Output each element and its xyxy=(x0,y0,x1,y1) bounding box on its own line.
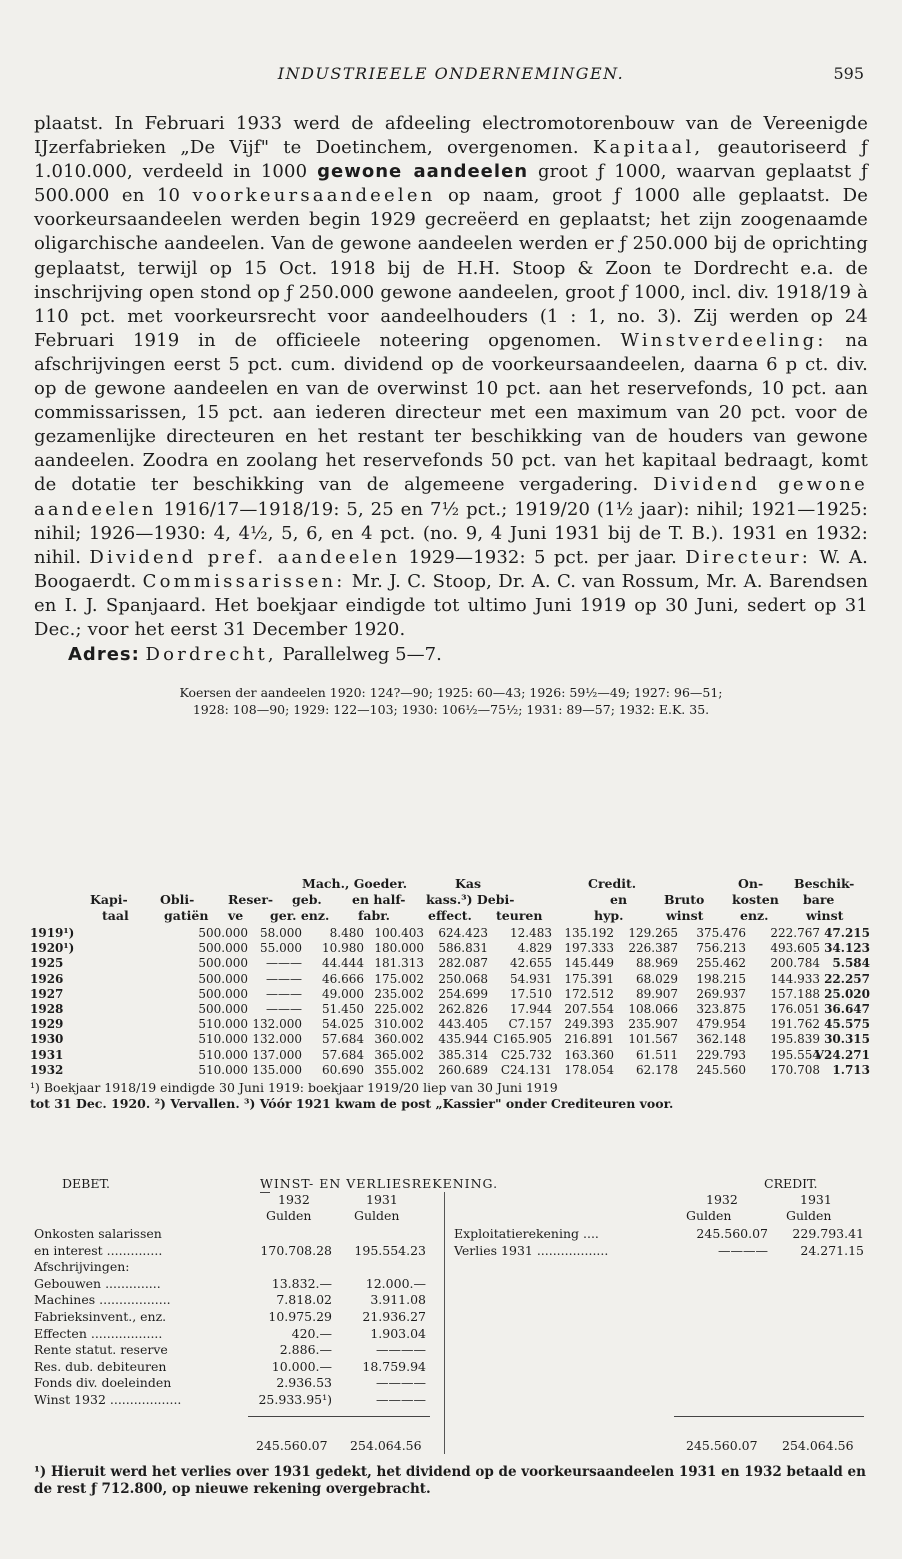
value-cell: 229.793 xyxy=(696,1047,746,1062)
row-label: Verlies 1931 .................. xyxy=(454,1242,609,1258)
pl-footnote: ¹) Hieruit werd het verlies over 1931 gedekt, het dividend op de voorkeursaandeelen 1931 en 1932 betaald en de rest ƒ 712.800, op nieuwe rekening overgebracht. xyxy=(34,1464,866,1497)
value-cell: 57.684 xyxy=(322,1032,364,1047)
value-cell: 60.690 xyxy=(322,1062,364,1077)
value-cell: 260.689 xyxy=(438,1062,488,1077)
value-cell: C25.732 xyxy=(500,1047,552,1062)
adres-label: Adres: xyxy=(68,644,140,666)
value-cell: 25.020 xyxy=(824,986,870,1001)
balance-table-header xyxy=(30,876,870,926)
value-cell: 479.954 xyxy=(696,1017,746,1032)
value-1931: 18.759.94 xyxy=(362,1358,426,1374)
value-cell: 310.002 xyxy=(374,1017,424,1032)
value-cell: 57.684 xyxy=(322,1047,364,1062)
year-cell: 1927 xyxy=(30,986,64,1001)
column-header: fabr. xyxy=(358,908,391,923)
running-title: INDUSTRIEELE ONDERNEMINGEN. xyxy=(277,64,625,83)
column-header: Kas xyxy=(455,876,482,891)
balance-footnote-a: ¹) Boekjaar 1918/19 eindigde 30 Juni 1919: boekjaar 1919/20 liep van 30 Juni 1919 xyxy=(30,1079,558,1095)
text-run: plaatst. In Februari 1933 werd de afdeeling electromotorenbouw van de Vereenigde IJzerfabrieken „De Vijf" te Doetinchem, overgenomen. xyxy=(34,113,868,159)
table-row xyxy=(30,941,870,956)
value-1932: 25.933.95¹) xyxy=(258,1392,332,1407)
value-cell: 195.554 xyxy=(770,1047,820,1062)
value-cell: 500.000 xyxy=(198,971,248,986)
value-cell: 88.969 xyxy=(636,956,678,971)
value-cell: 493.605 xyxy=(770,941,820,956)
column-header: en xyxy=(610,892,628,907)
value-cell: 207.554 xyxy=(564,1001,614,1016)
left-gulden-1: Gulden xyxy=(266,1208,312,1223)
voorkeur-label: voorkeursaandeelen xyxy=(192,185,436,207)
value-cell: 178.054 xyxy=(564,1062,614,1077)
year-cell: 1928 xyxy=(30,1001,64,1016)
value-cell: 200.784 xyxy=(770,956,820,971)
column-header: geb. xyxy=(292,892,322,907)
value-1931: 229.793.41 xyxy=(792,1226,864,1241)
value-cell: 282.087 xyxy=(438,956,488,971)
year-cell: 1925 xyxy=(30,956,64,971)
value-cell: 4.829 xyxy=(517,941,552,956)
column-header: kosten xyxy=(732,892,779,907)
value-1931: ———— xyxy=(376,1392,426,1407)
value-cell: 42.655 xyxy=(510,956,552,971)
column-header: bare xyxy=(803,892,835,907)
gewone-label: gewone aandeelen xyxy=(317,161,529,183)
value-cell: 500.000 xyxy=(198,1001,248,1016)
right-gulden-2: Gulden xyxy=(786,1208,832,1223)
column-header: Mach., Goeder. xyxy=(302,876,408,891)
value-cell: 54.931 xyxy=(510,971,552,986)
value-cell: 375.476 xyxy=(696,926,746,940)
value-cell: 172.512 xyxy=(564,986,614,1001)
year-cell: 1920¹) xyxy=(30,941,75,956)
year-cell: 1932 xyxy=(30,1062,64,1077)
value-cell: 51.450 xyxy=(322,1001,364,1016)
value-cell: 235.002 xyxy=(374,986,424,1001)
left-total-rule xyxy=(248,1416,430,1417)
value-cell: 55.000 xyxy=(260,941,302,956)
value-cell: 170.708 xyxy=(770,1062,820,1077)
right-gulden-1: Gulden xyxy=(686,1208,732,1223)
value-cell: 49.000 xyxy=(322,986,364,1001)
value-1931: ———— xyxy=(376,1342,426,1358)
table-row xyxy=(30,1048,870,1063)
value-cell: 12.483 xyxy=(510,926,552,940)
table-row xyxy=(30,956,870,971)
row-label: Machines .................. xyxy=(34,1292,171,1308)
value-1931: 21.936.27 xyxy=(362,1309,426,1324)
year-cell: 1926 xyxy=(30,971,64,986)
value-cell: 176.051 xyxy=(770,1001,820,1016)
value-cell: 62.178 xyxy=(636,1062,678,1077)
value-cell: 756.213 xyxy=(696,941,746,956)
value-cell: 443.405 xyxy=(438,1017,488,1032)
value-cell: 89.907 xyxy=(636,986,678,1001)
value-cell: 222.767 xyxy=(770,926,820,940)
row-label: Res. dub. debiteuren xyxy=(34,1358,167,1374)
adres-street: Parallelweg 5—7. xyxy=(282,644,442,666)
value-cell: 163.360 xyxy=(564,1047,614,1062)
value-1932: ———— xyxy=(718,1242,768,1258)
value-cell: 181.313 xyxy=(374,956,424,971)
table-row xyxy=(30,987,870,1002)
year-cell: 1930 xyxy=(30,1032,64,1047)
value-cell: 198.215 xyxy=(696,971,746,986)
address-line xyxy=(34,644,868,666)
row-label: Winst 1932 .................. xyxy=(34,1392,182,1407)
value-cell: C24.131 xyxy=(500,1062,552,1077)
column-header: ger. enz. xyxy=(270,908,330,923)
column-header: kass.³) Debi- xyxy=(426,892,515,907)
value-cell: 510.000 xyxy=(198,1032,248,1047)
value-1932: 170.708.28 xyxy=(260,1242,332,1258)
right-total-1932: 245.560.07 xyxy=(686,1438,758,1453)
column-header: enz. xyxy=(740,908,769,923)
row-label: Rente statut. reserve xyxy=(34,1342,168,1358)
value-1931: 12.000.— xyxy=(365,1275,426,1291)
table-row xyxy=(30,972,870,987)
column-header: gatiën xyxy=(164,908,209,923)
row-label: Exploitatierekening .... xyxy=(454,1226,599,1241)
value-cell: 500.000 xyxy=(198,941,248,956)
value-cell: ——— xyxy=(266,1001,302,1016)
value-cell: 157.188 xyxy=(770,986,820,1001)
value-cell: 137.000 xyxy=(252,1047,302,1062)
winstverdeeling-label: Winstverdeeling: xyxy=(620,329,827,351)
text-run: groot ƒ 1000, waarvan geplaatst ƒ 500.000 en 10 xyxy=(34,161,868,207)
text-run: op naam, groot ƒ 1000 alle geplaatst. De voorkeursaandeelen werden begin 1929 gecreëerd en geplaatst; het zijn zoogenaamde oligarchische aandeelen. Van de gewone aandeelen werden er ƒ 250.000 bij de oprichting geplaatst, terwijl op 15 Oct. 1918 bij de H.H. Stoop & Zoon te Dordrecht e.a. de inschrijving open stond op ƒ 250.000 gewone aandeelen, groot ƒ 1000, incl. div. 1918/19 à 110 pct. met voorkeursrecht voor aandeelhouders (1 : 1, no. 3). Zij werden op 24 Februari 1919 in de officieele noteering opgenomen. xyxy=(34,185,868,351)
value-cell: 132.000 xyxy=(252,1032,302,1047)
right-total-rule xyxy=(674,1416,864,1417)
column-header: hyp. xyxy=(594,908,624,923)
column-header: Beschik- xyxy=(794,876,855,891)
value-cell: 100.403 xyxy=(374,926,424,940)
value-cell: 22.257 xyxy=(824,971,870,986)
koersen-block xyxy=(34,684,868,718)
value-cell: 250.068 xyxy=(438,971,488,986)
value-1931: 3.911.08 xyxy=(370,1292,426,1308)
row-label: Afschrijvingen: xyxy=(34,1259,130,1275)
value-cell: ——— xyxy=(266,956,302,971)
value-cell: 355.002 xyxy=(374,1062,424,1077)
row-label: Gebouwen .............. xyxy=(34,1275,161,1291)
value-cell: 58.000 xyxy=(260,926,302,940)
value-cell: 624.423 xyxy=(438,926,488,940)
value-cell: 17.510 xyxy=(510,986,552,1001)
value-cell: 5.584 xyxy=(832,956,870,971)
value-cell: 191.762 xyxy=(770,1017,820,1032)
value-1931: 195.554.23 xyxy=(354,1242,426,1258)
value-cell: 144.933 xyxy=(770,971,820,986)
value-cell: 226.387 xyxy=(628,941,678,956)
dividend-gewone-label: Dividend gewone aandeelen xyxy=(34,474,868,520)
year-cell: 1931 xyxy=(30,1047,64,1062)
value-cell: 132.000 xyxy=(252,1017,302,1032)
value-1932: 13.832.— xyxy=(271,1275,332,1291)
row-label: Fabrieksinvent., enz. xyxy=(34,1309,167,1324)
value-1931: 1.903.04 xyxy=(370,1325,426,1341)
value-cell: 175.391 xyxy=(564,971,614,986)
left-total-1931: 254.064.56 xyxy=(350,1438,422,1453)
profit-loss-account xyxy=(34,1176,868,1466)
value-1932: 245.560.07 xyxy=(696,1226,768,1241)
koersen-line-2: 1928: 108—90; 1929: 122—103; 1930: 106½—75½; 1931: 89—57; 1932: E.K. 35. xyxy=(192,702,710,718)
column-header: effect. xyxy=(428,908,472,923)
value-cell: 197.333 xyxy=(564,941,614,956)
value-cell: 44.444 xyxy=(322,956,364,971)
value-cell: 30.315 xyxy=(824,1032,870,1047)
value-cell: 135.192 xyxy=(564,926,614,940)
directeur-label: Directeur: xyxy=(685,546,812,568)
column-header: en half- xyxy=(352,892,406,907)
left-year-1932: 1932 xyxy=(278,1192,310,1207)
value-cell: 101.567 xyxy=(628,1032,678,1047)
column-header: Reser- xyxy=(228,892,274,907)
value-1932: 10.975.29 xyxy=(268,1309,332,1324)
kapitaal-label: Kapitaal, xyxy=(592,137,704,159)
value-cell: 129.265 xyxy=(628,926,678,940)
value-1932: 7.818.02 xyxy=(276,1292,332,1308)
value-cell: 45.575 xyxy=(824,1017,870,1032)
value-cell: 46.666 xyxy=(322,971,364,986)
text-run: 1929—1932: 5 pct. per jaar. xyxy=(400,546,686,568)
value-cell: 255.462 xyxy=(696,956,746,971)
value-cell: C7.157 xyxy=(508,1017,552,1032)
pl-title: WINST- EN VERLIESREKENING. xyxy=(260,1176,499,1191)
value-cell: 510.000 xyxy=(198,1062,248,1077)
text-run: geautoriseerd ƒ 1.010.000, verdeeld in 1000 xyxy=(34,137,868,183)
value-cell: 245.560 xyxy=(696,1062,746,1077)
value-1931: ———— xyxy=(376,1375,426,1391)
value-cell: ——— xyxy=(266,986,302,1001)
value-cell: 180.000 xyxy=(374,941,424,956)
table-row xyxy=(30,1017,870,1032)
value-cell: 135.000 xyxy=(252,1062,302,1077)
dividend-pref-label: Dividend pref. aandeelen xyxy=(89,546,401,568)
value-cell: 54.025 xyxy=(322,1017,364,1032)
table-row xyxy=(30,1032,870,1047)
text-run: W. A. Boogaerdt. xyxy=(34,546,869,592)
value-cell: 68.029 xyxy=(636,971,678,986)
column-header: On- xyxy=(738,876,764,891)
value-cell: 235.907 xyxy=(628,1017,678,1032)
value-1932: 2.886.— xyxy=(279,1342,332,1358)
value-cell: 145.449 xyxy=(564,956,614,971)
row-label: Fonds div. doeleinden xyxy=(34,1375,172,1391)
value-cell: 108.066 xyxy=(628,1001,678,1016)
row-label: en interest .............. xyxy=(34,1242,163,1258)
value-cell: 323.875 xyxy=(696,1001,746,1016)
row-label: Effecten .................. xyxy=(34,1325,163,1341)
value-1931: 24.271.15 xyxy=(800,1242,864,1258)
balance-footnote-b: tot 31 Dec. 1920. ²) Vervallen. ³) Vóór 1921 kwam de post „Kassier" onder Crediteuren voor. xyxy=(30,1095,674,1111)
text-run: Mr. J. C. Stoop, Dr. A. C. van Rossum, Mr. A. Barendsen en I. J. Spanjaard. Het boekjaar eindigde tot ultimo Juni 1919 op 30 Juni, sedert op 31 Dec.; voor het eerst 31 December 1920. xyxy=(34,570,869,640)
value-1932: 10.000.— xyxy=(271,1358,332,1374)
value-cell: 435.944 xyxy=(438,1032,488,1047)
value-cell: 510.000 xyxy=(198,1047,248,1062)
value-cell: V24.271 xyxy=(814,1047,870,1062)
value-cell: 10.980 xyxy=(322,941,364,956)
column-header: taal xyxy=(102,908,129,923)
value-cell: 500.000 xyxy=(198,926,248,940)
value-cell: 1.713 xyxy=(832,1062,870,1077)
column-header: Kapi- xyxy=(90,892,128,907)
value-1932: 420.— xyxy=(291,1325,332,1341)
column-header: teuren xyxy=(496,908,543,923)
adres-city: Dordrecht, xyxy=(145,644,277,666)
main-paragraph xyxy=(34,112,868,642)
column-header: winst xyxy=(806,908,844,923)
page-number: 595 xyxy=(833,64,864,83)
right-year-1932: 1932 xyxy=(706,1192,738,1207)
column-header: Obli- xyxy=(160,892,195,907)
value-cell: 225.002 xyxy=(374,1001,424,1016)
balance-table-body xyxy=(30,926,870,1078)
value-cell: C165.905 xyxy=(493,1032,552,1047)
text-run: na afschrijvingen eerst 5 pct. cum. dividend op de voorkeursaandeelen, daarna 6 p ct. div. op de gewone aandeelen en van de overwinst 10 pct. aan het reservefonds, 10 pct. aan commissarissen, 15 pct. aan iederen directeur met een maximum van 20 pct. voor de gezamenlijke directeuren en het restant ter beschikking van de houders van gewone aandeelen. Zoodra en zoolang het reservefonds 50 pct. van het kapitaal bedraagt, komt de dotatie ter beschikking van de algemeene vergadering. xyxy=(34,329,868,496)
running-header xyxy=(0,60,902,90)
debet-heading: DEBET. xyxy=(62,1176,110,1191)
right-total-1931: 254.064.56 xyxy=(782,1438,854,1453)
value-cell: 34.123 xyxy=(824,941,870,956)
left-gulden-2: Gulden xyxy=(354,1208,400,1223)
value-cell: 360.002 xyxy=(374,1032,424,1047)
year-cell: 1929 xyxy=(30,1017,64,1032)
column-header: ve xyxy=(228,908,244,923)
row-label: Onkosten salarissen xyxy=(34,1226,162,1241)
value-cell: 47.215 xyxy=(824,926,870,940)
koersen-line-1: Koersen der aandeelen 1920: 124?—90; 1925: 60—43; 1926: 59½—49; 1927: 96—51; xyxy=(179,685,723,701)
commissarissen-label: Commissarissen: xyxy=(142,570,346,592)
center-divider xyxy=(444,1192,445,1454)
text-run: 1916/17—1918/19: 5, 25 en 7½ pct.; 1919/20 (1½ jaar): nihil; 1921—1925: nihil; 1926—1930: 4, 4½, 5, 6, en 4 pct. (no. 9, 4 Juni 1931 bij de T. B.). 1931 en 1932: nihil. xyxy=(34,498,868,568)
value-cell: 8.480 xyxy=(329,926,364,940)
company-description xyxy=(34,112,868,718)
column-header: winst xyxy=(666,908,704,923)
value-cell: 36.647 xyxy=(824,1001,870,1016)
year-cell: 1919¹) xyxy=(30,926,75,940)
value-cell: 510.000 xyxy=(198,1017,248,1032)
right-year-1931: 1931 xyxy=(800,1192,832,1207)
balance-table xyxy=(30,876,870,1112)
column-header: Bruto xyxy=(664,892,705,907)
value-cell: 254.699 xyxy=(438,986,488,1001)
table-row xyxy=(30,926,870,941)
table-row xyxy=(30,1002,870,1017)
value-cell: 500.000 xyxy=(198,956,248,971)
balance-footnote xyxy=(30,1080,870,1112)
value-cell: 61.511 xyxy=(636,1047,678,1062)
column-header: Credit. xyxy=(588,876,637,891)
value-cell: 269.937 xyxy=(696,986,746,1001)
title-dash xyxy=(260,1192,270,1193)
value-cell: ——— xyxy=(266,971,302,986)
value-cell: 216.891 xyxy=(564,1032,614,1047)
value-cell: 249.393 xyxy=(564,1017,614,1032)
value-1932: 2.936.53 xyxy=(276,1375,332,1391)
value-cell: 262.826 xyxy=(438,1001,488,1016)
value-cell: 385.314 xyxy=(438,1047,488,1062)
value-cell: 195.839 xyxy=(770,1032,820,1047)
value-cell: 175.002 xyxy=(374,971,424,986)
value-cell: 365.002 xyxy=(374,1047,424,1062)
left-year-1931: 1931 xyxy=(366,1192,398,1207)
value-cell: 586.831 xyxy=(438,941,488,956)
value-cell: 362.148 xyxy=(696,1032,746,1047)
value-cell: 17.944 xyxy=(510,1001,552,1016)
value-cell: 500.000 xyxy=(198,986,248,1001)
table-row xyxy=(30,1063,870,1078)
left-total-1932: 245.560.07 xyxy=(256,1438,328,1453)
credit-heading: CREDIT. xyxy=(764,1176,818,1191)
